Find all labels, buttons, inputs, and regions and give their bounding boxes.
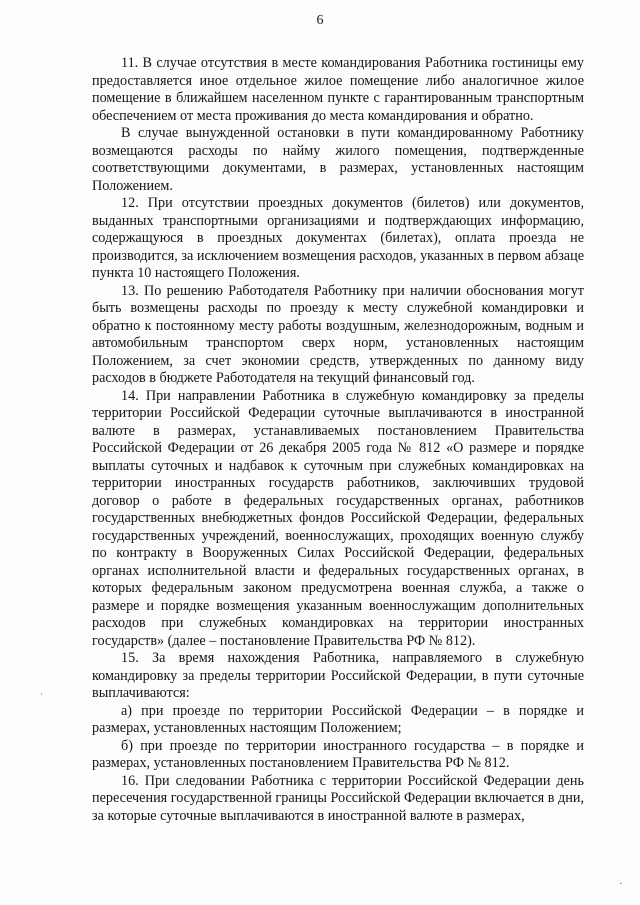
paragraph-15-item-b: б) при проезде по территории иностранного государства – в порядке и размерах, установленных постановлением Правительства РФ № 812.	[92, 737, 584, 771]
paragraph-15-item-a: а) при проезде по территории Российской Федерации – в порядке и размерах, установленных настоящим Положением;	[92, 702, 584, 736]
scan-speck: ·	[40, 689, 43, 699]
document-body	[92, 55, 584, 825]
paragraph-12: 12. При отсутствии проездных документов (билетов) или документов, выданных транспортными организациями и подтверждающих информацию, содержащуюся в проездных документах (билетах), оплата проезда не производится, за исключением возмещения расходов, указанных в первом абзаце пункта 10 настоящего Положения.	[92, 195, 584, 281]
paragraph-11-continuation: В случае вынужденной остановки в пути командированному Работнику возмещаются расходы по найму жилого помещения, подтвержденные соответствующими документами, в размерах, установленных настоящим Положением.	[92, 125, 584, 194]
scan-speck: ·	[619, 878, 623, 890]
paragraph-14: 14. При направлении Работника в служебную командировку за пределы территории Российской Федерации суточные выплачиваются в иностранной валюте в размерах, устанавливаемых постановлением Правительства Российской Федерации от 26 декабря 2005 года № 812 «О размере и порядке выплаты суточных и надбавок к суточным при служебных командировках на территории иностранных государств работников, заключивших трудовой договор о работе в федеральных государственных органах, работников государственных внебюджетных фондов Российской Федерации, федеральных государственных учреждений, военнослужащих, проходящих военную службу по контракту в Вооруженных Силах Российской Федерации, федеральных органах исполнительной власти и федеральных государственных органах, в которых федеральным законом предусмотрена военная служба, а также о размере и порядке возмещения указанным военнослужащим дополнительных расходов при служебных командировках на территории иностранных государств» (далее – постановление Правительства РФ № 812).	[92, 387, 584, 649]
page-number: 6	[316, 13, 324, 28]
paragraph-13: 13. По решению Работодателя Работнику при наличии обоснования могут быть возмещены расходы по проезду к месту служебной командировки и обратно к постоянному месту работы воздушным, железнодорожным, водным и автомобильным транспортом сверх норм, установленных настоящим Положением, за счет экономии средств, утвержденных по данному виду расходов в бюджете Работодателя на текущий финансовый год.	[92, 282, 584, 386]
paragraph-16: 16. При следовании Работника с территории Российской Федерации день пересечения государственной границы Российской Федерации включается в дни, за которые суточные выплачиваются в иностранной валюте в размерах,	[92, 772, 584, 824]
paragraph-11: 11. В случае отсутствия в месте командирования Работника гостиницы ему предоставляется иное отдельное жилое помещение либо аналогичное жилое помещение в ближайшем населенном пункте с гарантированным транспортным обеспечением от места проживания до места командирования и обратно.	[92, 55, 584, 124]
paragraph-15: 15. За время нахождения Работника, направляемого в служебную командировку за пределы территории Российской Федерации, в пути суточные выплачиваются:	[92, 650, 584, 701]
